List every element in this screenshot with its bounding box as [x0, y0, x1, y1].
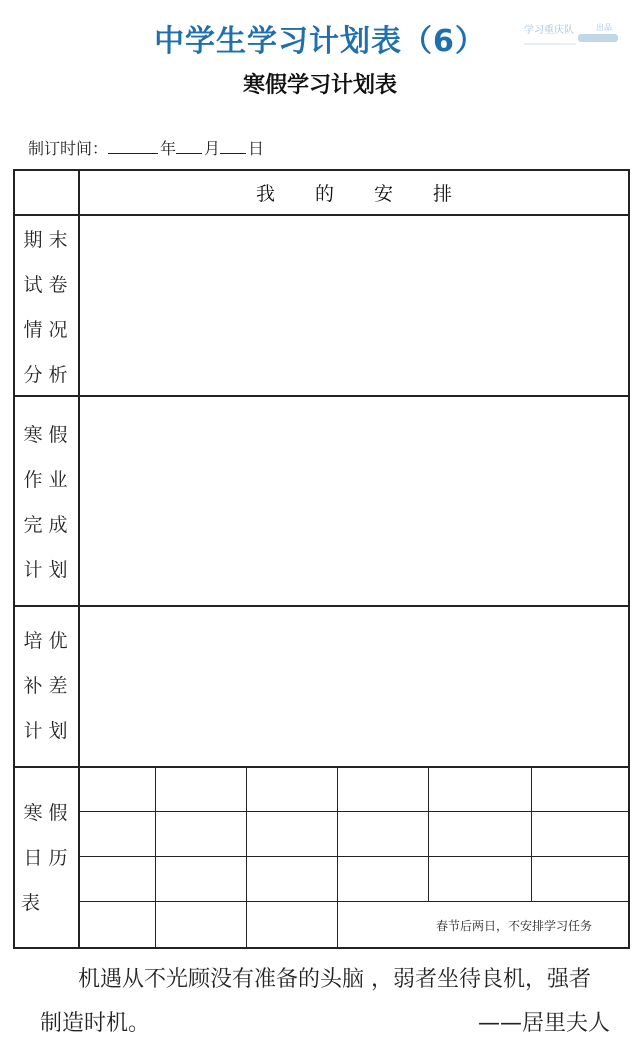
row-label-line: 培优: [23, 630, 74, 652]
calendar-col-line: [337, 766, 338, 948]
row-label-line: 期末: [23, 229, 74, 251]
table-row-divider: [13, 395, 630, 397]
day-unit: 日: [248, 139, 265, 158]
quote-line2: 制造时机。: [40, 1011, 151, 1036]
quote-line2-row: [40, 1002, 630, 1046]
watermark-line2: 出品: [596, 23, 612, 32]
page-subtitle: 寒假学习计划表: [242, 73, 397, 98]
table-row-divider: [13, 766, 630, 768]
calendar-col-line: [155, 766, 156, 948]
row-label-tutoring-plan: [13, 619, 78, 754]
row-label-line: 计划: [23, 559, 74, 581]
row-label-line: 寒假: [23, 424, 74, 446]
calendar-row-line: [78, 901, 629, 902]
table-header: 我的安排: [255, 182, 492, 205]
year-unit: 年: [160, 139, 177, 158]
row-label-line: 寒假: [23, 802, 74, 824]
row-label-exam-analysis: [13, 218, 78, 398]
page-title: 中学生学习计划表（6）: [154, 24, 486, 59]
row-label-line: 补差: [23, 675, 74, 697]
month-unit: 月: [204, 139, 221, 158]
quote-line1: 机遇从不光顾没有准备的头脑 ，弱者坐待良机，强者: [78, 967, 591, 992]
row-label-homework-plan: [13, 413, 78, 593]
calendar-note: 春节后两日，不安排学习任务: [436, 919, 593, 933]
watermark-line1: 学习重庆队: [524, 25, 574, 36]
row-label-line: 情况: [23, 319, 74, 341]
date-label: 制订时间：: [28, 139, 109, 158]
row-label-line: 完成: [23, 514, 74, 536]
calendar-col-line: [428, 766, 429, 902]
row-label-calendar: [13, 791, 78, 926]
calendar-col-line: [531, 766, 532, 902]
calendar-col-line: [246, 766, 247, 948]
calendar-row-line: [78, 856, 629, 857]
row-label-line: 计划: [23, 720, 74, 742]
label-column-divider: [78, 169, 80, 949]
row-label-line: 分析: [23, 364, 74, 386]
table-row-divider: [13, 605, 630, 607]
row-label-line: 作业: [23, 469, 74, 491]
row-label-line: 表: [21, 892, 47, 914]
quote-author: ——居里夫人: [477, 1011, 610, 1036]
table-row-divider: [13, 214, 630, 216]
table-border-right: [628, 169, 630, 949]
row-label-line: 日历: [23, 847, 74, 869]
row-label-line: 试卷: [23, 274, 74, 296]
table-border-bottom: [13, 947, 630, 949]
calendar-row-line: [78, 811, 629, 812]
quote: [40, 958, 630, 1046]
